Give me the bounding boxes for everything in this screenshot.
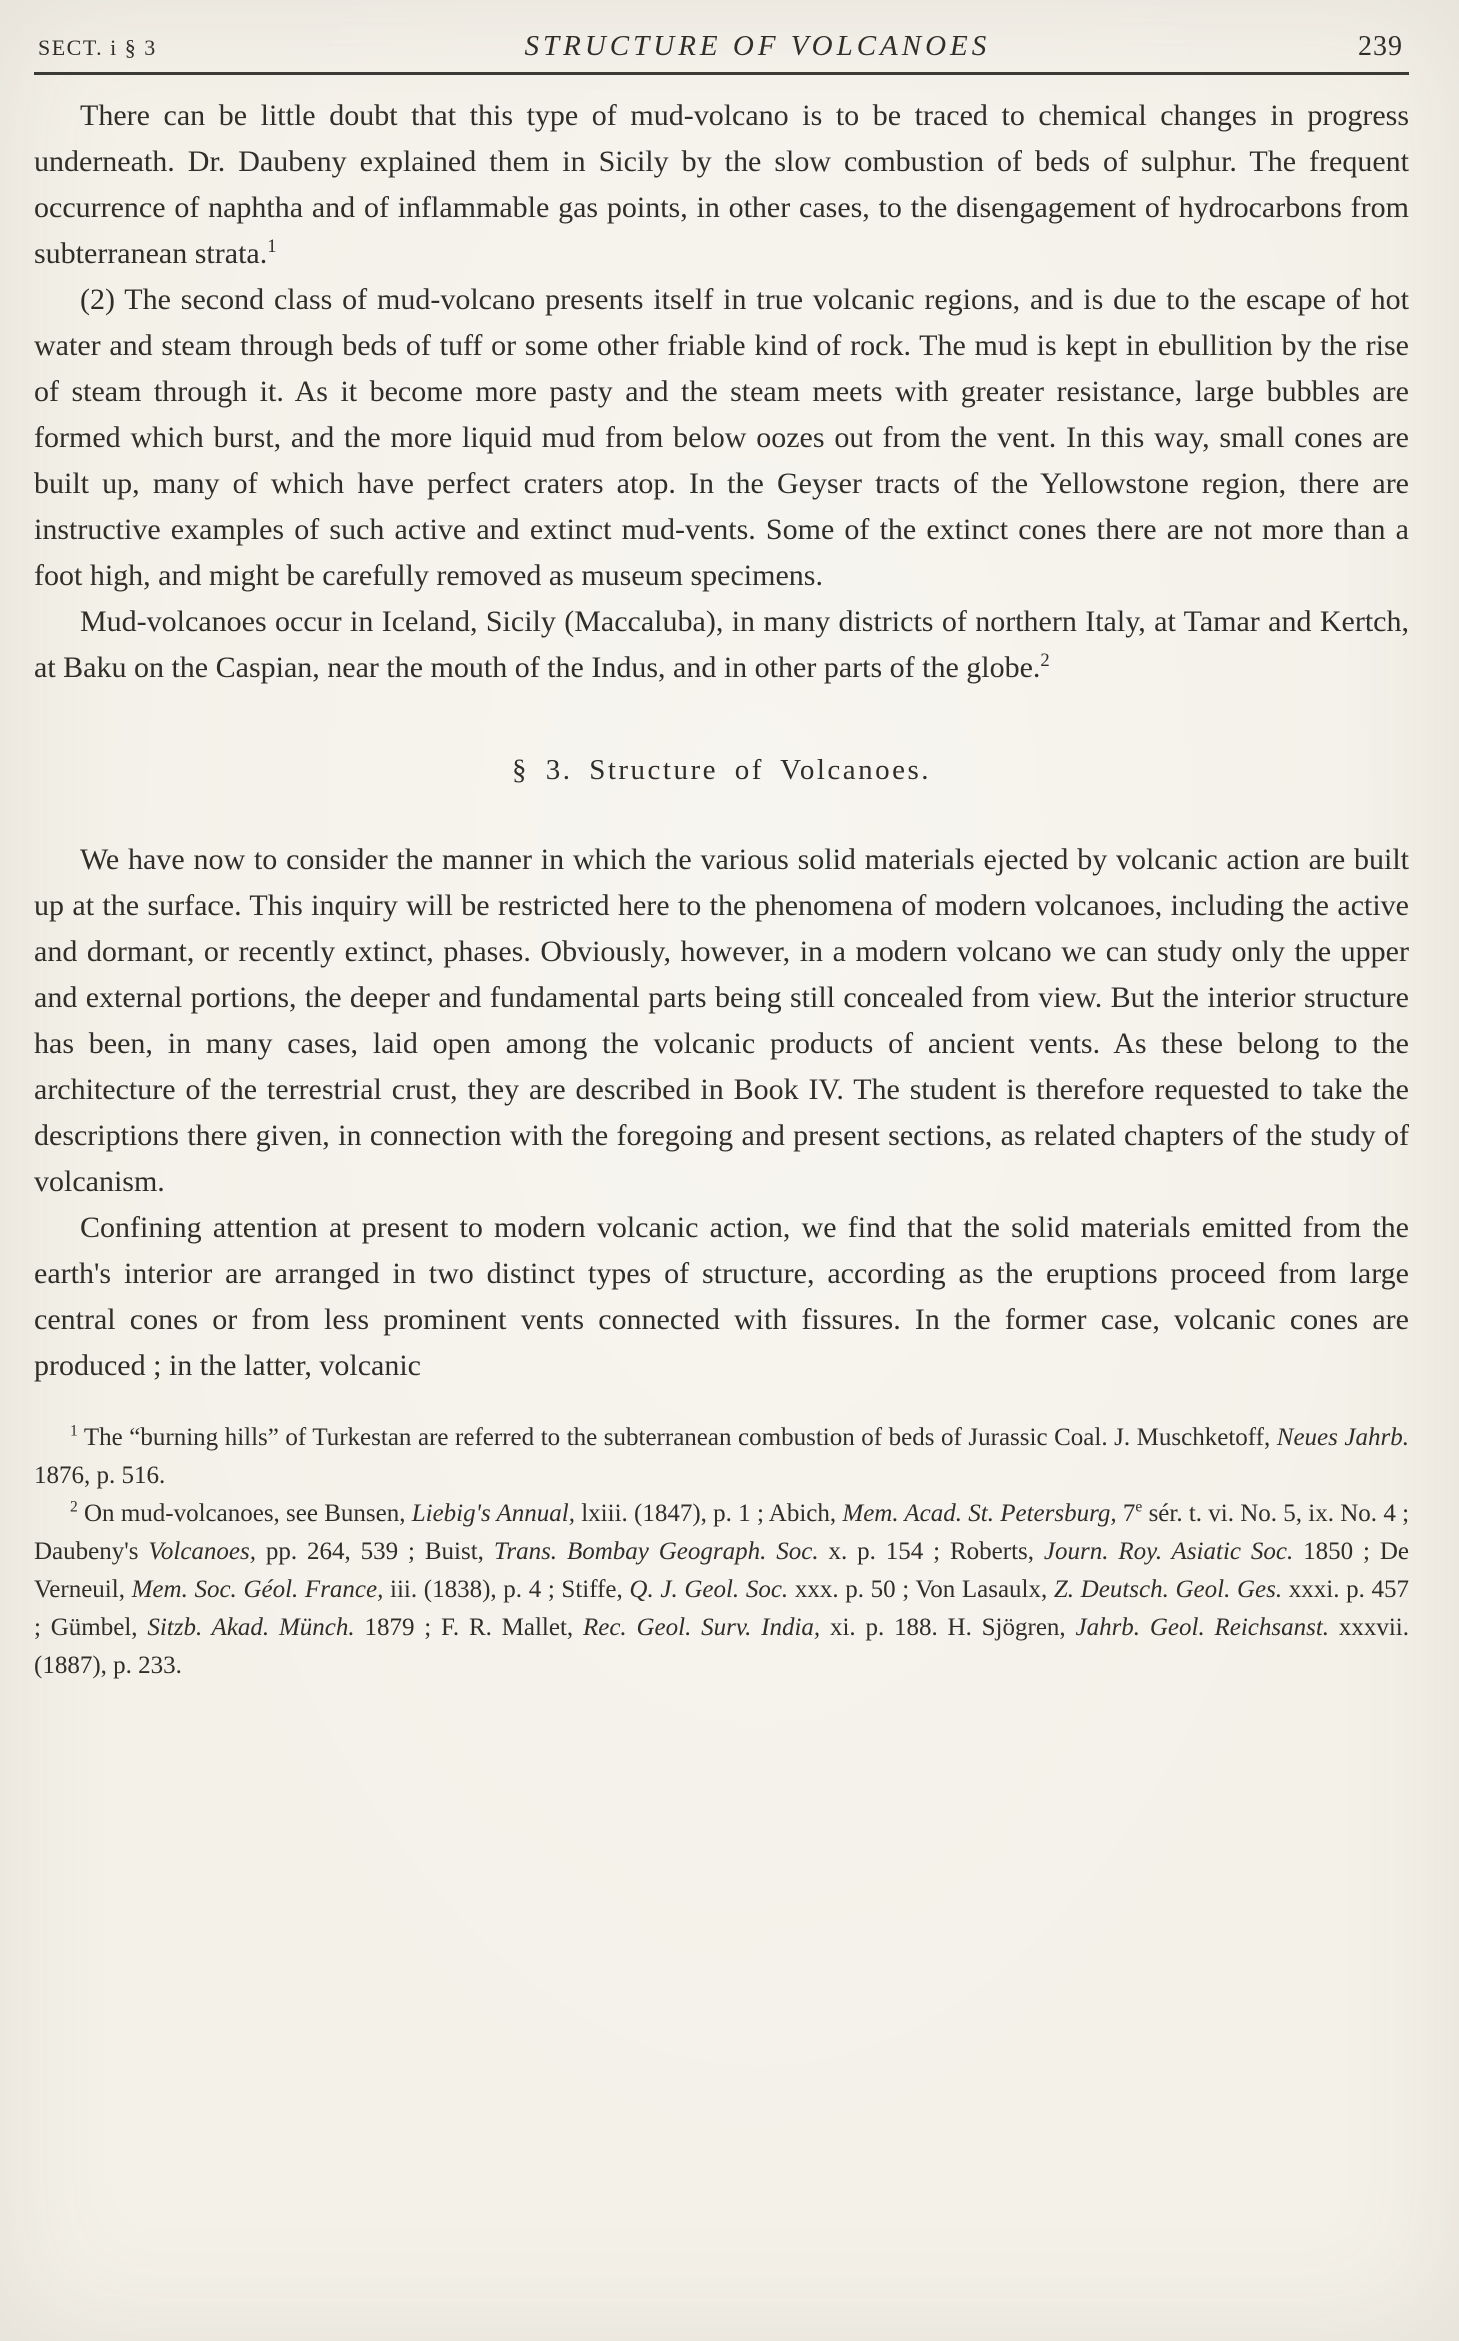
paragraph-confining-attention: Confining attention at present to modern volcanic action, we find that the solid materials emitted from the earth's interior are arranged in two distinct types of structure, according as the eruptions proceed from large central cones or from less prominent vents connected with fissures. In the former case, volcanic cones are produced ; in the latter, volcanic [34,1211,1409,1382]
section-heading: § 3. Structure of Volcanoes. [511,754,932,786]
paragraph-mud-volcano-locations: Mud-volcanoes occur in Iceland, Sicily (Maccaluba), in many districts of northern Italy, at Tamar and Kertch, at Baku on the Caspian, near the mouth of the Indus, and in other parts of the globe.$^2$ [34,605,1409,684]
page-number: 239 [1358,31,1403,62]
footnotes [34,1419,1409,1685]
running-title: STRUCTURE OF VOLCANOES [524,30,991,62]
footnote-1: $^1$ The “burning hills” of Turkestan are referred to the subterranean combustion of beds of Jurassic Coal. J. Muschketoff, Neues Jahrb. 1876, p. 516. [34,1422,1409,1489]
paragraph-second-class-mud-volcano: (2) The second class of mud-volcano presents itself in true volcanic regions, and is due to the escape of hot water and steam through beds of tuff or some other friable kind of rock. The mud is kept in ebullition by the rise of steam through it. As it become more pasty and the steam meets with greater resistance, large bubbles are formed which burst, and the more liquid mud from below oozes out from the vent. In this way, small cones are built up, many of which have perfect craters atop. In the Geyser tracts of the Yellowstone region, there are instructive examples of such active and extinct mud-vents. Some of the extinct cones there are not more than a foot high, and might be carefully removed as museum specimens. [34,283,1409,592]
body-text [34,93,1409,1389]
paragraph-consider-manner: We have now to consider the manner in which the various solid materials ejected by volcanic action are built up at the surface. This inquiry will be restricted here to the phenomena of modern volcanoes, including the active and dormant, or recently extinct, phases. Obviously, however, in a modern volcano we can study only the upper and external portions, the deeper and fundamental parts being still concealed from view. But the interior structure has been, in many cases, laid open among the volcanic products of ancient vents. As these belong to the architecture of the terrestrial crust, they are described in Book IV. The student is therefore requested to take the descriptions there given, in connection with the foregoing and present sections, as related chapters of the study of volcanism. [34,843,1409,1198]
section-label: SECT. i § 3 [38,35,157,60]
page-header [34,26,1409,63]
footnote-2: $^2$ On mud-volcanoes, see Bunsen, Liebig's Annual, lxiii. (1847), p. 1 ; Abich, Mem. Acad. St. Petersburg, 7e sér. t. vi. No. 5, ix. No. 4 ; Daubeny's Volcanoes, pp. 264, 539 ; Buist, Trans. Bombay Geograph. Soc. x. p. 154 ; Roberts, Journ. Roy. Asiatic Soc. 1850 ; De Verneuil, Mem. Soc. Géol. France, iii. (1838), p. 4 ; Stiffe, Q. J. Geol. Soc. xxx. p. 50 ; Von Lasaulx, Z. Deutsch. Geol. Ges. xxxi. p. 457 ; Gümbel, Sitzb. Akad. Münch. 1879 ; F. R. Mallet, Rec. Geol. Surv. India, xi. p. 188. H. Sjögren, Jahrb. Geol. Reichsanst. xxxvii. (1887), p. 233. [34,1498,1410,1679]
paragraph-mud-volcano-chemical: There can be little doubt that this type of mud-volcano is to be traced to chemical changes in progress underneath. Dr. Daubeny explained them in Sicily by the slow combustion of beds of sulphur. The frequent occurrence of naphtha and of inflammable gas points, in other cases, to the disengagement of hydrocarbons from subterranean strata.$^1$ [34,99,1409,270]
header-rule [34,72,1409,75]
